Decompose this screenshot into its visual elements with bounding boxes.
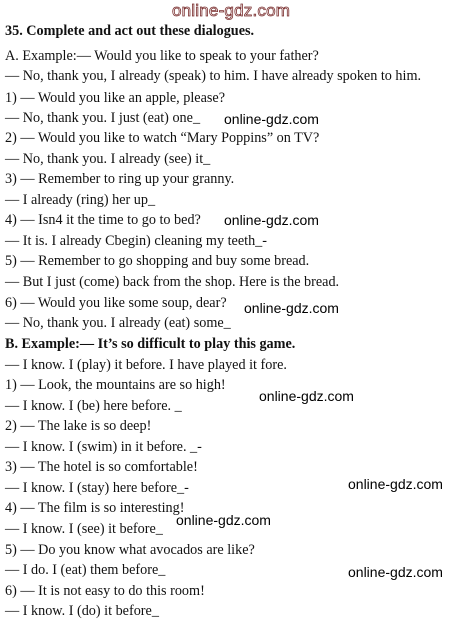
- dialogue-line: — No, thank you, I already (speak) to him. I have already spoken to him.: [5, 68, 422, 84]
- dialogue-line: 3) — The hotel is so comfortable!: [5, 459, 198, 475]
- dialogue-line: 1) — Would you like an apple, please?: [5, 90, 226, 106]
- dialogue-line: — It is. I already Cbegin) cleaning my teeth_-: [5, 233, 267, 249]
- dialogue-line: 6) — It is not easy to do this room!: [5, 583, 205, 599]
- dialogue-line: 5) — Do you know what avocados are like?: [5, 542, 255, 558]
- section-b-heading: B. Example:— It’s so difficult to play this game.: [5, 336, 296, 352]
- dialogue-line: 6) — Would you like some soup, dear?: [5, 295, 227, 311]
- dialogue-line: — No, thank you. I already (eat) some_: [5, 315, 231, 331]
- dialogue-line: 4) — The film is so interesting!: [5, 500, 185, 516]
- dialogue-line: — I already (ring) her up_: [5, 192, 156, 208]
- dialogue-line: — But I just (come) back from the shop. Here is the bread.: [5, 274, 340, 290]
- dialogue-line: — No, thank you. I already (see) it_: [5, 151, 211, 167]
- dialogue-line: 2) — The lake is so deep!: [5, 418, 152, 434]
- watermark-text: online-gdz.com: [348, 564, 443, 580]
- dialogue-line: 4) — Isn4 it the time to go to bed?: [5, 212, 201, 228]
- watermark-text: online-gdz.com: [176, 512, 271, 528]
- watermark-text: online-gdz.com: [224, 212, 319, 228]
- dialogue-line: — I know. I (be) here before. _: [5, 398, 182, 414]
- dialogue-line: — I know. I (do) it before_: [5, 603, 159, 619]
- dialogue-line: — I know. I (play) it before. I have played it fore.: [5, 357, 287, 373]
- dialogue-line: 3) — Remember to ring up your granny.: [5, 171, 235, 187]
- dialogue-line: 5) — Remember to go shopping and buy some bread.: [5, 253, 310, 269]
- dialogue-line: — No, thank you. I just (eat) one_: [5, 110, 201, 126]
- dialogue-line: 1) — Look, the mountains are so high!: [5, 377, 226, 393]
- watermark-text: online-gdz.com: [259, 388, 354, 404]
- exercise-title: 35. Complete and act out these dialogues.: [5, 23, 255, 39]
- dialogue-line: — I know. I (swim) in it before. _-: [5, 439, 202, 455]
- watermark-text: online-gdz.com: [244, 300, 339, 316]
- dialogue-line: — I do. I (eat) them before_: [5, 562, 166, 578]
- dialogue-line-a-example: A. Example:— Would you like to speak to your father?: [5, 48, 319, 64]
- watermark-text: online-gdz.com: [224, 111, 319, 127]
- dialogue-line: — I know. I (see) it before_: [5, 521, 163, 537]
- dialogue-line: — I know. I (stay) here before_-: [5, 480, 189, 496]
- dialogue-line: 2) — Would you like to watch “Mary Poppins” on TV?: [5, 130, 320, 146]
- site-watermark-header: online-gdz.com: [172, 1, 291, 20]
- watermark-text: online-gdz.com: [348, 476, 443, 492]
